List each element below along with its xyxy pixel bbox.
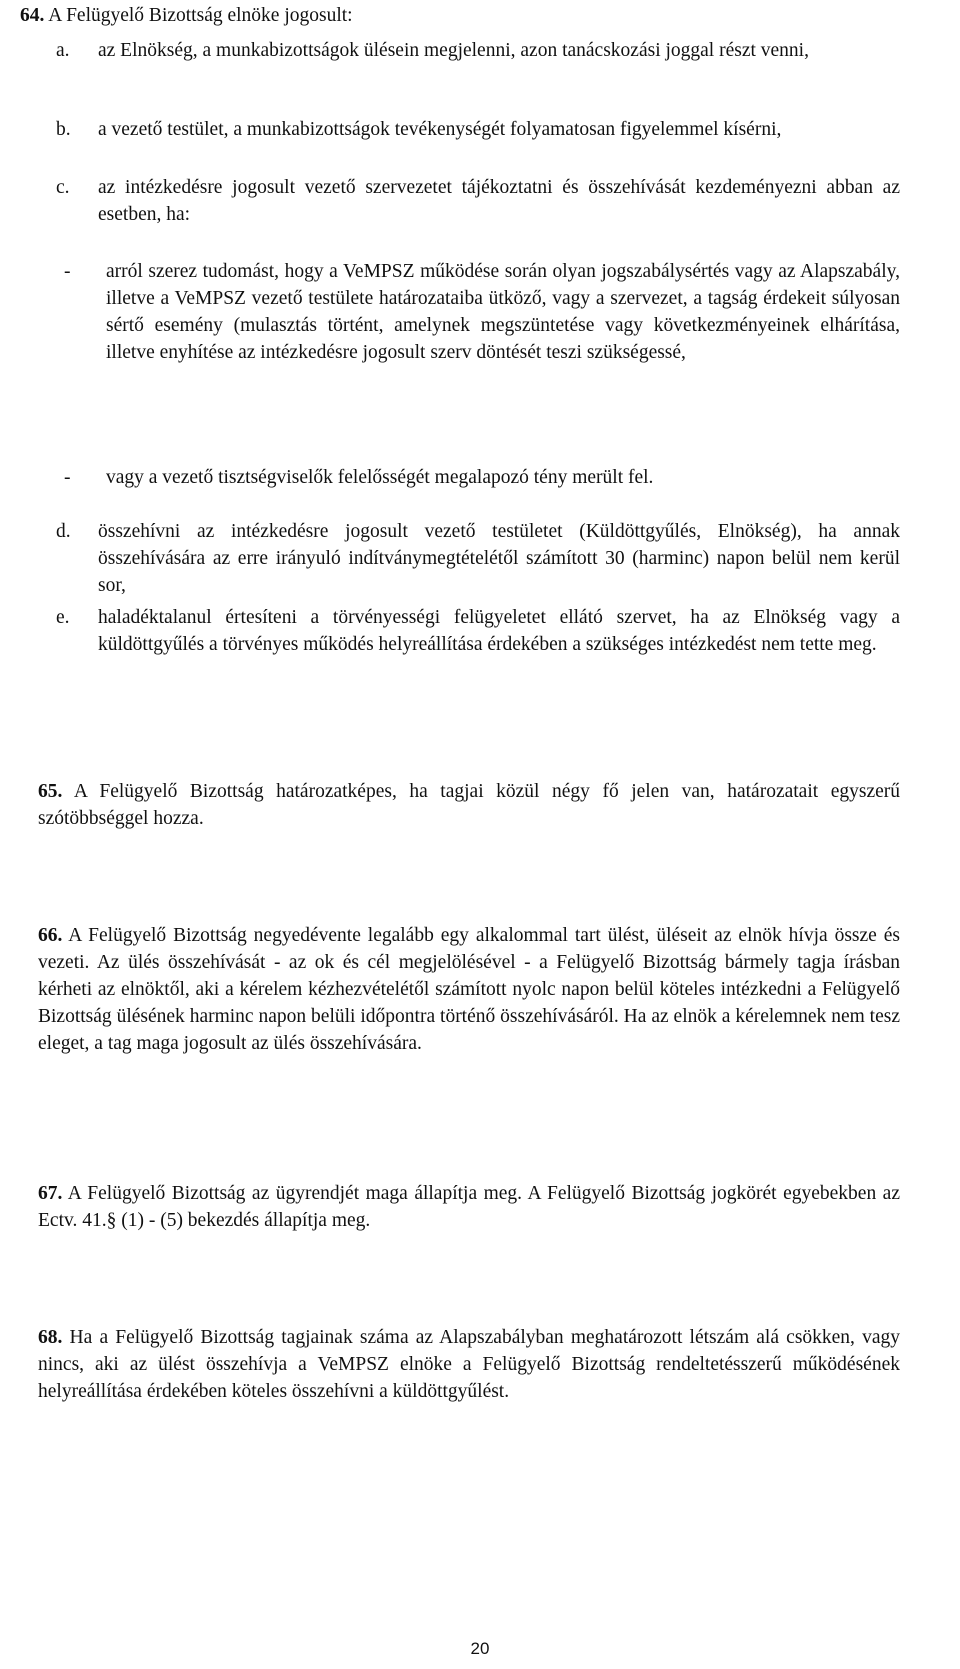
section-64 bbox=[20, 2, 900, 29]
section-67 bbox=[38, 1180, 900, 1234]
section-65 bbox=[38, 778, 900, 832]
section-68 bbox=[38, 1324, 900, 1405]
dash-label: - bbox=[64, 467, 71, 488]
list-text: összehívni az intézkedésre jogosult vezető testületet (Küldöttgyűlés, Elnökség), ha annak összehívására az erre irányuló indítványmegtételétől számított 30 (harminc) napon belül nem kerül sor, bbox=[98, 521, 900, 596]
list-label: a. bbox=[56, 40, 70, 61]
list-item-b bbox=[56, 116, 900, 143]
list-label: e. bbox=[56, 607, 70, 628]
list-text: az Elnökség, a munkabizottságok ülésein megjelenni, azon tanácskozási joggal részt venni, bbox=[98, 40, 809, 61]
section-text: A Felügyelő Bizottság határozatképes, ha tagjai közül négy fő jelen van, határozatait egyszerű szótöbbséggel hozza. bbox=[38, 781, 900, 829]
section-text: A Felügyelő Bizottság az ügyrendjét maga állapítja meg. A Felügyelő Bizottság jogkörét egyebekben az Ectv. 41.§ (1) - (5) bekezdés állapítja meg. bbox=[38, 1183, 900, 1231]
list-label: d. bbox=[56, 521, 71, 542]
section-paragraph bbox=[38, 778, 900, 832]
section-paragraph bbox=[38, 922, 900, 1057]
dash-text: arról szerez tudomást, hogy a VeMPSZ működése során olyan jogszabálysértés vagy az Alapszabály, illetve a VeMPSZ vezető testülete határozataiba ütköző, vagy a szervezet, a tagság érdekeit súlyosan sértő esemény (mulasztás történt, amelynek megszüntetése vagy következményeinek elhárítása, illetve enyhítése az intézkedésre jogosult szerv döntését teszi szükségessé, bbox=[106, 261, 900, 363]
section-number: 67. bbox=[38, 1183, 63, 1204]
list-item-c bbox=[56, 174, 900, 228]
section-number: 68. bbox=[38, 1327, 63, 1348]
dash-label: - bbox=[64, 261, 71, 282]
section-paragraph bbox=[38, 1324, 900, 1405]
section-66 bbox=[38, 922, 900, 1057]
list-item-e bbox=[56, 604, 900, 658]
dash-text: vagy a vezető tisztségviselők felelősségét megalapozó tény merült fel. bbox=[106, 467, 654, 488]
section-intro: A Felügyelő Bizottság elnöke jogosult: bbox=[48, 5, 353, 26]
dash-item-2 bbox=[64, 464, 900, 491]
page-number: 20 bbox=[470, 1639, 490, 1658]
list-text: haladéktalanul értesíteni a törvényességi felügyeletet ellátó szervet, ha az Elnökség vagy a küldöttgyűlés a törvényes működés helyreállítása érdekében a szükséges intézkedést nem tette meg. bbox=[98, 607, 900, 655]
section-number: 64. bbox=[20, 5, 45, 26]
list-label: c. bbox=[56, 177, 70, 198]
section-text: A Felügyelő Bizottság negyedévente legalább egy alkalommal tart ülést, üléseit az elnök hívja össze és vezeti. Az ülés összehívását - az ok és cél megjelölésével - a Felügyelő Bizottság bármely tagja írásban kérheti az elnöktől, aki a kérelem kézhezvételétől számított nyolc napon belül köteles intézkedni a Felügyelő Bizottság ülésének harminc napon belüli időpontra történő összehívásáról. Ha az elnök a kérelemnek nem tesz eleget, a tag maga jogosult az ülés összehívására. bbox=[38, 925, 900, 1054]
section-number: 65. bbox=[38, 781, 63, 802]
section-text: Ha a Felügyelő Bizottság tagjainak száma az Alapszabályban meghatározott létszám alá csökken, vagy nincs, aki az ülést összehívja a VeMPSZ elnöke a Felügyelő Bizottság rendeltetésszerű működésének helyreállítása érdekében köteles összehívni a küldöttgyűlést. bbox=[38, 1327, 901, 1402]
section-64-heading bbox=[20, 2, 900, 29]
list-item-a bbox=[56, 37, 900, 64]
list-item-d bbox=[56, 518, 900, 599]
section-number: 66. bbox=[38, 925, 63, 946]
list-text: a vezető testület, a munkabizottságok tevékenységét folyamatosan figyelemmel kísérni, bbox=[98, 119, 782, 140]
section-paragraph bbox=[38, 1180, 900, 1234]
dash-item-1 bbox=[64, 258, 900, 366]
list-label: b. bbox=[56, 119, 71, 140]
list-text: az intézkedésre jogosult vezető szervezetet tájékoztatni és összehívását kezdeményezni abban az esetben, ha: bbox=[98, 177, 900, 225]
